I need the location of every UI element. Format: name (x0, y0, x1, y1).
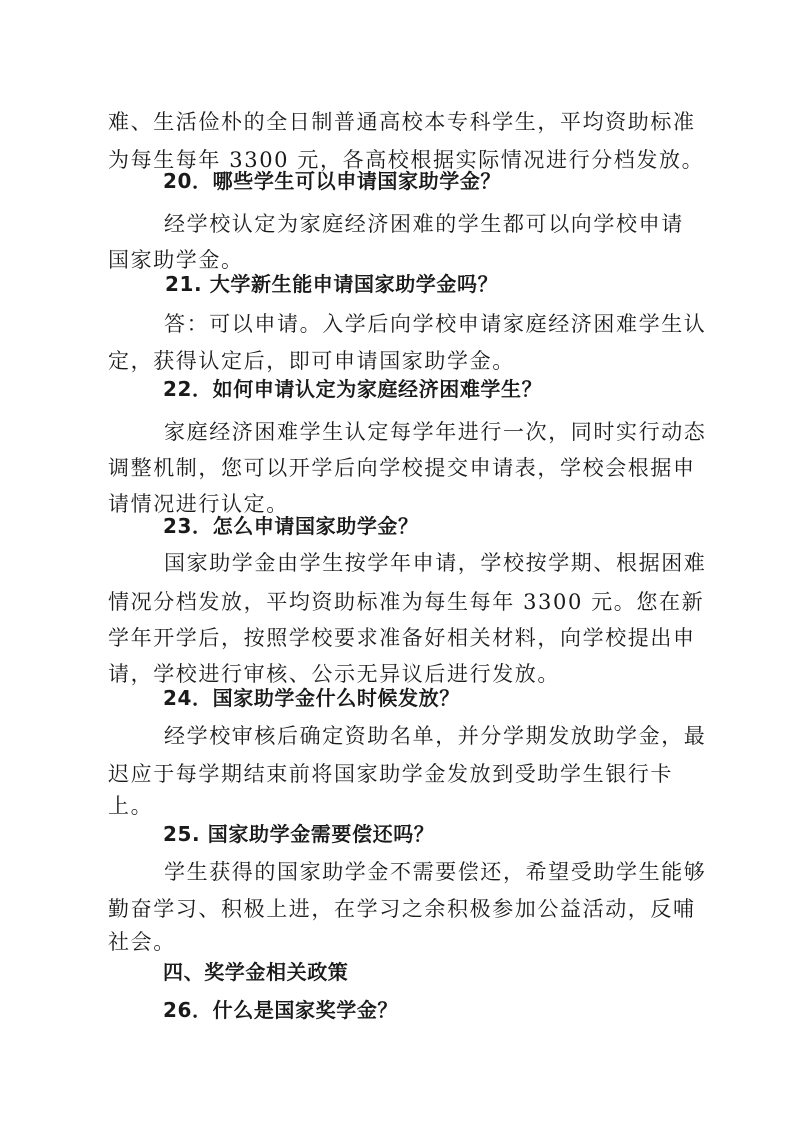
intro-line-2: 为每生每年 3300 元，各高校根据实际情况进行分档发放。 (108, 148, 705, 172)
q26-heading: 26．什么是国家奖学金？ (163, 998, 399, 1022)
q22-line-3: 请情况进行认定。 (108, 492, 289, 516)
q24-line-2: 迟应于每学期结束前将国家助学金发放到受助学生银行卡 (108, 762, 673, 786)
q20-heading: 20．哪些学生可以申请国家助学金？ (163, 169, 502, 193)
section-4-heading: 四、奖学金相关政策 (163, 960, 349, 984)
q20-line-1: 经学校认定为家庭经济困难的学生都可以向学校申请 (164, 212, 684, 236)
intro-line-1: 难、生活俭朴的全日制普通高校本专科学生，平均资助标准 (108, 110, 696, 134)
q22-heading: 22．如何申请认定为家庭经济困难学生？ (163, 377, 543, 401)
q23-line-3: 学年开学后，按照学校要求准备好相关材料，向学校提出申 (108, 626, 696, 650)
q21-heading: 21. 大学新生能申请国家助学金吗？ (165, 272, 499, 296)
q20-line-2: 国家助学金。 (108, 248, 244, 272)
q24-heading: 24．国家助学金什么时候发放？ (163, 686, 460, 710)
q23-line-2: 情况分档发放，平均资助标准为每生每年 3300 元。您在新 (108, 590, 705, 614)
q21-line-2: 定，获得认定后，即可申请国家助学金。 (108, 349, 515, 373)
q22-line-1: 家庭经济困难学生认定每学年进行一次，同时实行动态 (164, 420, 707, 444)
q25-line-1: 学生获得的国家助学金不需要偿还，希望受助学生能够 (164, 860, 707, 884)
q24-line-1: 经学校审核后确定资助名单，并分学期发放助学金，最 (164, 724, 707, 748)
q24-line-3: 上。 (108, 794, 154, 818)
q23-line-4: 请，学校进行审核、公示无异议后进行发放。 (108, 662, 560, 686)
q21-line-1: 答：可以申请。入学后向学校申请家庭经济困难学生认 (164, 312, 707, 336)
q23-line-1: 国家助学金由学生按学年申请，学校按学期、根据困难 (164, 551, 707, 575)
q22-line-2: 调整机制，您可以开学后向学校提交申请表，学校会根据申 (108, 456, 696, 480)
q25-heading: 25. 国家助学金需要偿还吗？ (163, 822, 435, 846)
q25-line-2: 勤奋学习、积极上进，在学习之余积极参加公益活动，反哺 (108, 897, 696, 921)
q23-heading: 23．怎么申请国家助学金？ (163, 514, 419, 538)
q25-line-3: 社会。 (108, 930, 176, 954)
